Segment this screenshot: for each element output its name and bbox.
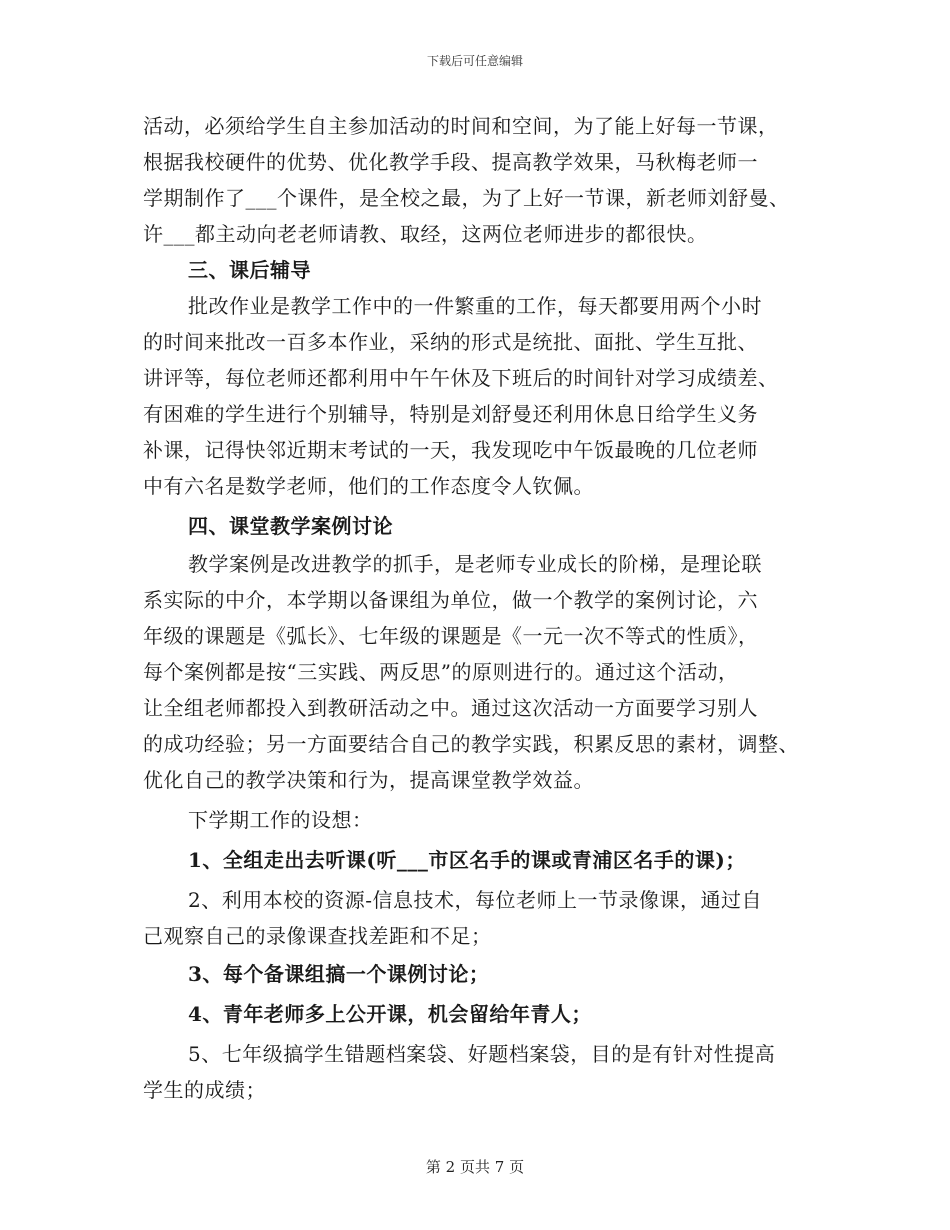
- list-item: 3、每个备课组搞一个课例讨论；: [188, 962, 490, 986]
- body-line: 每个案例都是按“三实践、两反思”的原则进行的。通过这个活动，: [143, 660, 739, 684]
- list-item: 1、全组走出去听课(听___市区名手的课或青浦区名手的课)；: [188, 848, 746, 872]
- body-line: 批改作业是教学工作中的一件繁重的工作，每天都要用两个小时: [188, 294, 762, 318]
- body-line: 学生的成绩；: [143, 1078, 266, 1102]
- body-line: 的时间来批改一百多本作业，采纳的形式是统批、面批、学生互批、: [143, 330, 758, 354]
- section-heading: 四、课堂教学案例讨论: [188, 514, 393, 538]
- list-item: 4、青年老师多上公开课，机会留给年青人；: [188, 1002, 592, 1026]
- list-item: 5、七年级搞学生错题档案袋、好题档案袋，目的是有针对性提高: [188, 1042, 776, 1066]
- body-line: 讲评等，每位老师还都利用中午午休及下班后的时间针对学习成绩差、: [143, 366, 779, 390]
- body-line: 系实际的中介，本学期以备课组为单位，做一个教学的案例讨论，六: [143, 588, 758, 612]
- body-line: 下学期工作的设想：: [188, 808, 373, 832]
- body-line: 己观察自己的录像课查找差距和不足；: [143, 924, 492, 948]
- page-footer: 第 2 页共 7 页: [425, 1158, 525, 1176]
- body-line: 年级的课题是《弧长》、七年级的课题是《一元一次不等式的性质》，: [143, 624, 759, 648]
- page-header: 下载后可任意编辑: [426, 54, 523, 68]
- body-line: 有困难的学生进行个别辅导，特别是刘舒曼还利用休息日给学生义务: [143, 402, 758, 426]
- body-line: 根据我校硬件的优势、优化教学手段、提高教学效果，马秋梅老师一: [143, 150, 758, 174]
- list-item: 2、利用本校的资源-信息技术，每位老师上一节录像课，通过自: [188, 888, 762, 912]
- body-line: 的成功经验；另一方面要结合自己的教学实践，积累反思的素材，调整、: [143, 732, 799, 756]
- body-line: 补课，记得快邻近期末考试的一天，我发现吃中午饭最晚的几位老师: [143, 438, 758, 462]
- body-line: 许___都主动向老老师请教、取经，这两位老师进步的都很快。: [143, 222, 708, 246]
- body-line: 教学案例是改进教学的抓手，是老师专业成长的阶梯，是理论联: [188, 552, 762, 576]
- section-heading: 三、课后辅导: [188, 258, 311, 282]
- body-line: 活动，必须给学生自主参加活动的时间和空间，为了能上好每一节课，: [143, 114, 779, 138]
- body-line: 优化自己的教学决策和行为，提高课堂教学效益。: [143, 768, 594, 792]
- body-line: 学期制作了___个课件，是全校之最，为了上好一节课，新老师刘舒曼、: [143, 186, 790, 210]
- body-line: 中有六名是数学老师，他们的工作态度令人钦佩。: [143, 474, 594, 498]
- body-line: 让全组老师都投入到教研活动之中。通过这次活动一方面要学习别人: [143, 696, 758, 720]
